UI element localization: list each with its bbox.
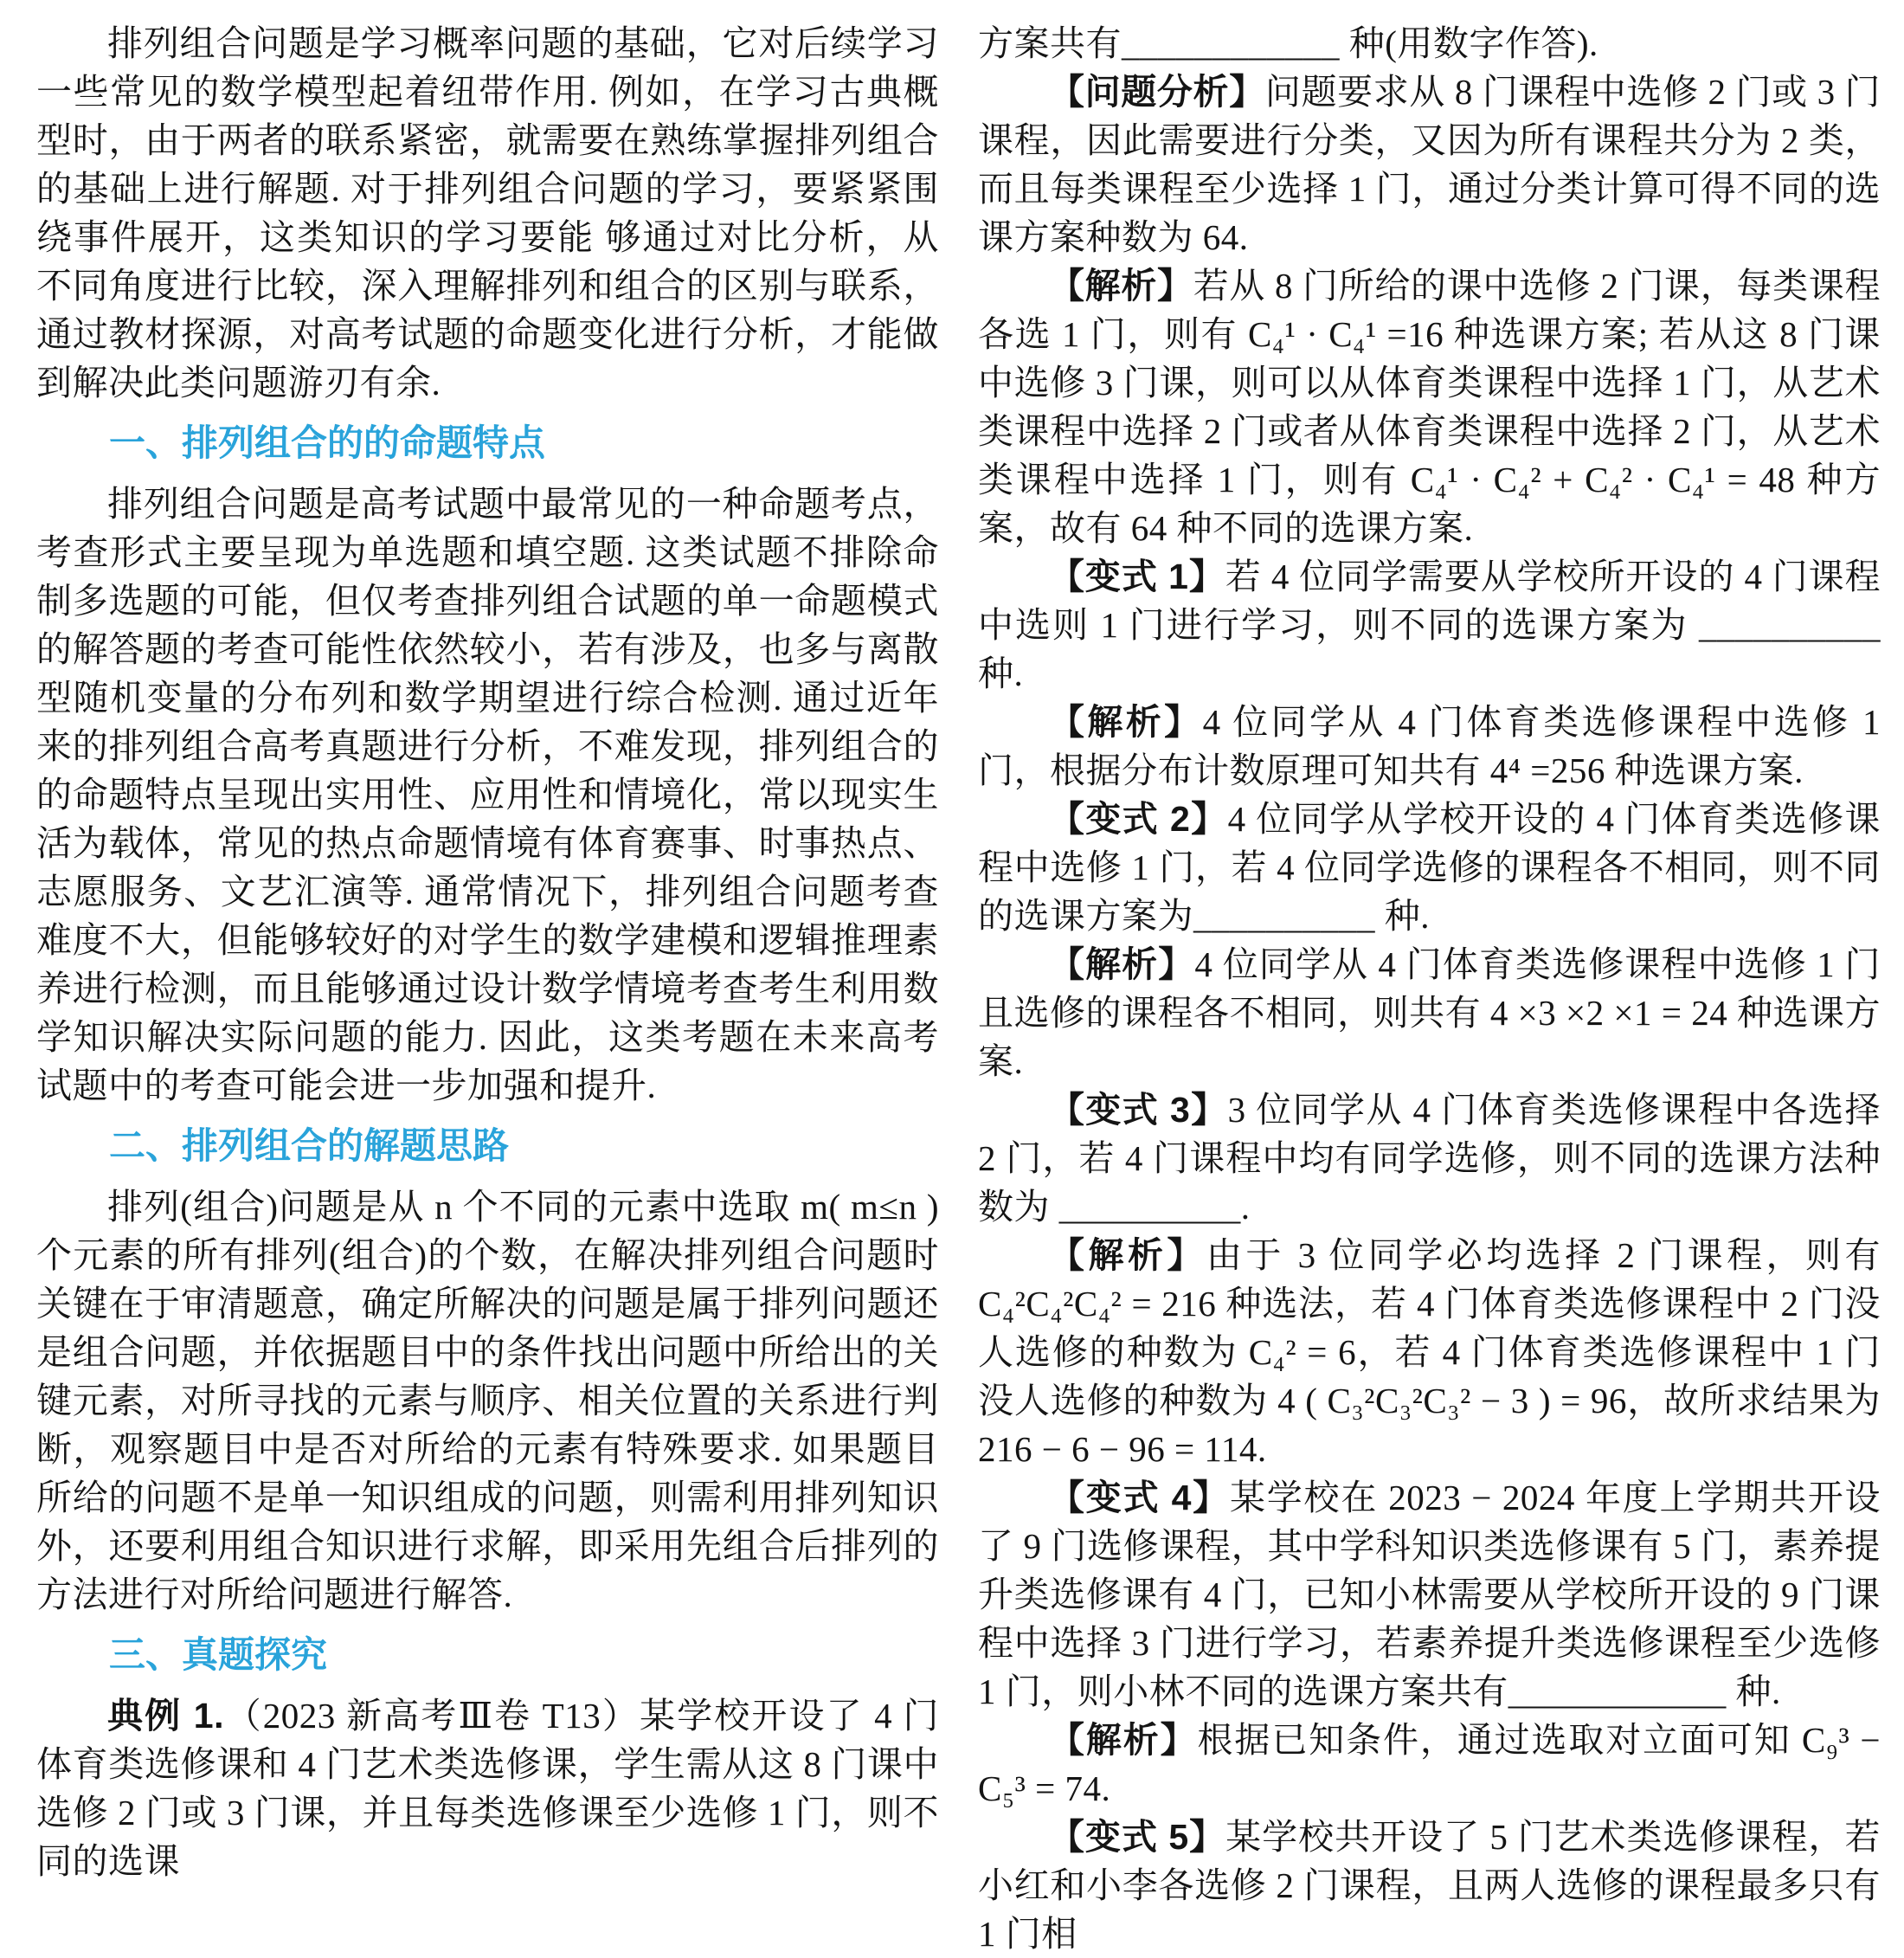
variant-1-paragraph	[978, 552, 1881, 698]
analysis-label-4: 【解析】	[1049, 1235, 1206, 1275]
continuation-paragraph: 方案共有____________ 种(用数字作答).	[978, 23, 1598, 63]
analysis-paragraph-2	[978, 698, 1881, 795]
variant-3-text: 3 位同学从 4 门体育类选修课程中各选择 2 门，若 4 门课程中均有同学选修，则不同的选课方法种数为 __________.	[978, 1090, 1881, 1227]
section-heading-2: 二、排列组合的解题思路	[109, 1125, 510, 1166]
analysis-paragraph-5	[978, 1716, 1881, 1813]
section-heading-3: 三、真题探究	[109, 1634, 328, 1675]
analysis-text-1: 若从 8 门所给的课中选修 2 门课，每类课程各选 1 门，则有 C₄¹ · C₄¹ =16 种选课方案; 若从这 8 门课中选修 3 门课，则可以从体育类课程中选择 1 门，从艺术类课程中选择 2 门或者从体育类课程中选择 2 门，从艺术类课程中选择 1 门，则有 C₄¹ · C₄² + C₄² · C₄¹ = 48 种方案，故有 64 种不同的选课方案.	[978, 266, 1881, 548]
example-1-paragraph	[36, 1691, 939, 1885]
variant-1-text: 若 4 位同学需要从学校所开设的 4 门课程中选则 1 门进行学习，则不同的选课方案为 __________ 种.	[978, 557, 1881, 693]
section-1-paragraph: 排列组合问题是高考试题中最常见的一种命题考点，考查形式主要呈现为单选题和填空题. 这类试题不排除命制多选题的可能，但仅考查排列组合试题的单一命题模式的解答题的考查可能性依然较小，若有涉及，也多与离散型随机变量的分布列和数学期望进行综合检测. 通过近年来的排列组合高考真题进行分析，不难发现，排列组合的的命题特点呈现出实用性、应用性和情境化，常以现实生活为载体，常见的热点命题情境有体育赛事、时事热点、志愿服务、文艺汇演等. 通常情况下，排列组合问题考查难度不大，但能够较好的对学生的数学建模和逻辑推理素养进行检测，而且能够通过设计数学情境考查考生利用数学知识解决实际问题的能力. 因此，这类考题在未来高考试题中的考查可能会进一步加强和提升.	[36, 484, 939, 1105]
intro-paragraph: 排列组合问题是学习概率问题的基础，它对后续学习一些常见的数学模型起着纽带作用. 例如，在学习古典概型时，由于两者的联系紧密，就需要在熟练掌握排列组合的基础上进行解题. 对于排列组合问题的学习，要紧紧围绕事件展开，这类知识的学习要能 够通过对比分析，从不同角度进行比较，深入理解排列和组合的区别与联系，通过教材探源，对高考试题的命题变化进行分析，才能做到解决此类问题游刃有余.	[36, 23, 939, 403]
analysis-text-5: 根据已知条件，通过选取对立面可知 C₉³ − C₅³ = 74.	[978, 1720, 1881, 1808]
section-heading-1: 一、排列组合的的命题特点	[109, 422, 546, 463]
section-2-paragraph: 排列(组合)问题是从 n 个不同的元素中选取 m( m≤n )个元素的所有排列(组合)的个数，在解决排列组合问题时关键在于审清题意，确定所解决的问题是属于排列问题还是组合问题，并依据题目中的条件找出问题中所给出的关键元素，对所寻找的元素与顺序、相关位置的关系进行判断，观察题目中是否对所给的元素有特殊要求. 如果题目所给的问题不是单一知识组成的问题，则需利用排列知识外，还要利用组合知识进行求解，即采用先组合后排列的方法进行对所给问题进行解答.	[36, 1187, 939, 1614]
analysis-label-3: 【解析】	[1049, 944, 1195, 984]
example-1-text: （2023 新高考Ⅲ卷 T13）某学校开设了 4 门体育类选修课和 4 门艺术类选修课，学生需从这 8 门课中选修 2 门或 3 门课，并且每类选修课至少选修 1 门，则不同的选课	[36, 1696, 939, 1881]
analysis-text-4: 由于 3 位同学必均选择 2 门课程，则有 C₄²C₄²C₄² = 216 种选法，若 4 门体育类选修课程中 2 门没人选修的种数为 C₄² = 6，若 4 门体育类选修课程中 1 门没人选修的种数为 4 ( C₃²C₃²C₃² − 3 ) = 96，故所求结果为 216 − 6 − 96 = 114.	[978, 1235, 1881, 1469]
variant-2-paragraph	[978, 795, 1881, 940]
variant-4-paragraph	[978, 1473, 1881, 1716]
variant-5-label: 【变式 5】	[1049, 1817, 1226, 1857]
variant-5-text: 某学校共开设了 5 门艺术类选修课程，若小红和小李各选修 2 门课程，且两人选修的课程最多只有 1 门相	[978, 1817, 1881, 1954]
analysis-text-2: 4 位同学从 4 门体育类选修课程中选修 1 门，根据分布计数原理可知共有 4⁴ =256 种选课方案.	[978, 702, 1881, 790]
problem-analysis-text: 问题要求从 8 门课程中选修 2 门或 3 门课程，因此需要进行分类，又因为所有课程共分为 2 类，而且每类课程至少选择 1 门，通过分类计算可得不同的选课方案种数为 64.	[978, 72, 1881, 257]
variant-2-text: 4 位同学从学校开设的 4 门体育类选修课程中选修 1 门，若 4 位同学选修的课程各不相同，则不同的选课方案为__________ 种.	[978, 799, 1881, 936]
problem-analysis-label: 【问题分析】	[1049, 72, 1265, 112]
analysis-paragraph-4	[978, 1231, 1881, 1473]
analysis-label-2: 【解析】	[1049, 702, 1203, 742]
variant-4-text: 某学校在 2023 − 2024 年度上学期共开设了 9 门选修课程，其中学科知识类选修课有 5 门，素养提升类选修课有 4 门，已知小林需要从学校所开设的 9 门课程中选择 3 门进行学习，若素养提升类选修课程至少选修 1 门，则小林不同的选课方案共有____________ 种.	[978, 1478, 1881, 1711]
analysis-text-3: 4 位同学从 4 门体育类选修课程中选修 1 门且选修的课程各不相同，则共有 4 ×3 ×2 ×1 = 24 种选课方案.	[978, 944, 1881, 1081]
analysis-paragraph-1	[978, 261, 1881, 552]
variant-2-label: 【变式 2】	[1049, 799, 1228, 839]
variant-4-label: 【变式 4】	[1049, 1478, 1230, 1517]
variant-3-label: 【变式 3】	[1049, 1090, 1228, 1130]
variant-1-label: 【变式 1】	[1049, 557, 1225, 596]
analysis-label-1: 【解析】	[1049, 266, 1193, 306]
left-column	[36, 19, 939, 1881]
right-column	[978, 19, 1881, 1954]
example-1-label: 典例 1.	[107, 1696, 224, 1736]
variant-5-paragraph	[978, 1813, 1881, 1958]
variant-3-paragraph	[978, 1085, 1881, 1231]
problem-analysis-paragraph	[978, 68, 1881, 261]
analysis-paragraph-3	[978, 940, 1881, 1085]
analysis-label-5: 【解析】	[1049, 1720, 1198, 1760]
